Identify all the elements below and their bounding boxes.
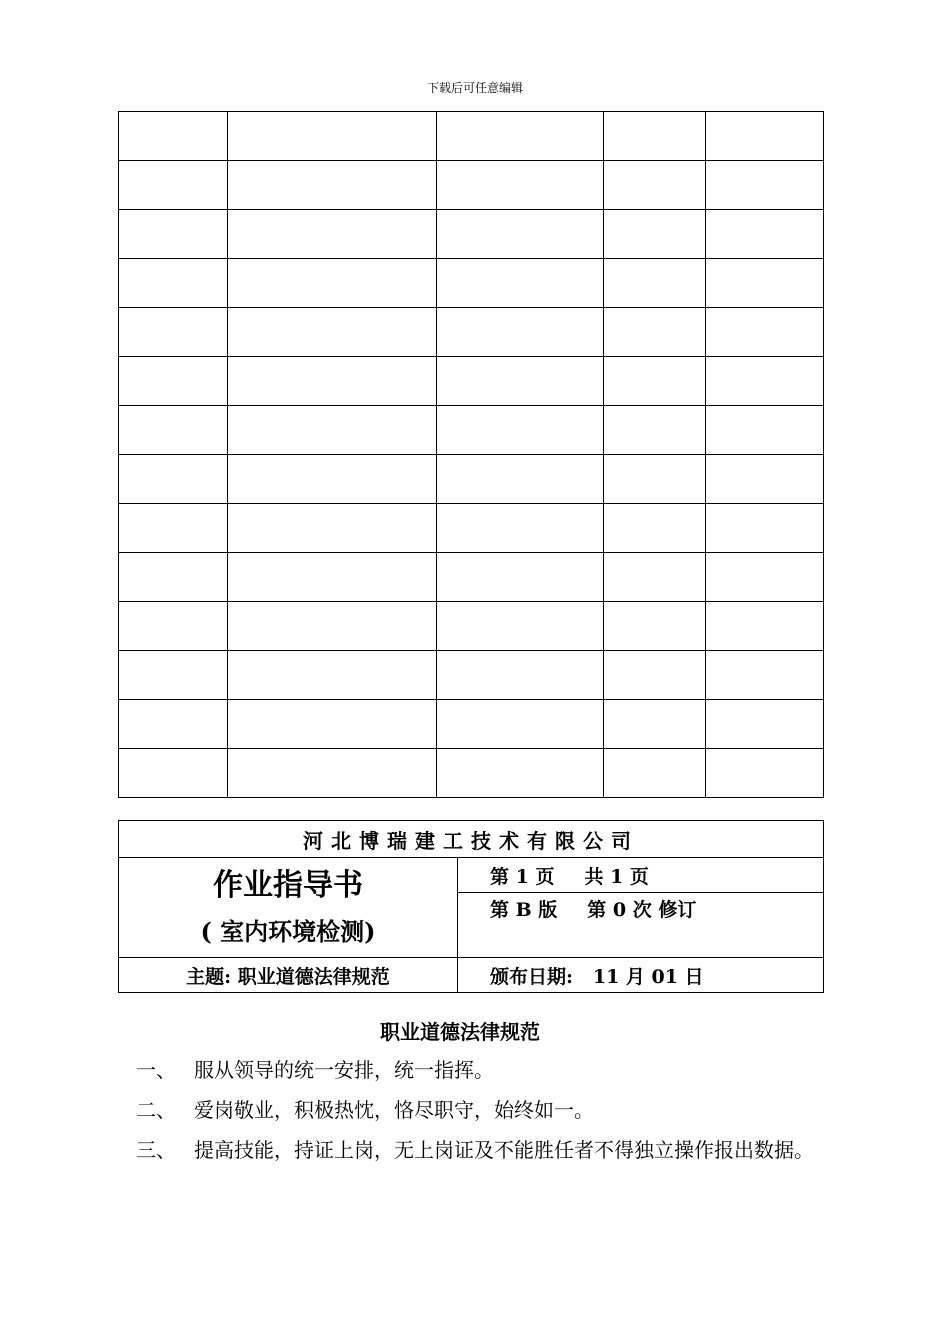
table-cell: [437, 700, 604, 749]
document-subtitle: ( 室内环境检测): [200, 916, 376, 946]
table-cell: [437, 406, 604, 455]
issue-date-label: 颁布日期:: [490, 965, 574, 988]
title-row: [119, 858, 824, 893]
list-item-text: 提高技能，持证上岗，无上岗证及不能胜任者不得独立操作报出数据。: [194, 1138, 814, 1162]
company-name: 河北博瑞建工技术有限公司: [119, 821, 824, 858]
table-cell: [437, 553, 604, 602]
table-row: [119, 308, 824, 357]
table-cell: [604, 308, 705, 357]
table-cell: [705, 700, 823, 749]
table-cell: [604, 259, 705, 308]
table-row: [119, 161, 824, 210]
table-cell: [119, 504, 228, 553]
table-cell: [228, 112, 437, 161]
table-cell: [705, 112, 823, 161]
table-cell: [119, 700, 228, 749]
table-cell: [119, 357, 228, 406]
document-title: 作业指导书: [213, 867, 363, 903]
table-cell: [437, 308, 604, 357]
table-cell: [228, 406, 437, 455]
table-cell: [705, 651, 823, 700]
table-row: [119, 749, 824, 798]
list-item-2: [136, 1090, 824, 1130]
table-row: [119, 651, 824, 700]
table-cell: [437, 651, 604, 700]
section-title: 职业道德法律规范: [380, 1020, 540, 1044]
table-row: [119, 504, 824, 553]
table-cell: [228, 749, 437, 798]
table-cell: [437, 161, 604, 210]
blank-grid-body: [119, 112, 824, 798]
table-cell: [604, 749, 705, 798]
table-cell: [604, 455, 705, 504]
table-cell: [119, 651, 228, 700]
table-cell: [228, 161, 437, 210]
issue-date-value: 11 月 01 日: [592, 965, 704, 988]
table-cell: [604, 406, 705, 455]
table-cell: [705, 504, 823, 553]
table-cell: [705, 553, 823, 602]
table-cell: [705, 406, 823, 455]
table-cell: [437, 112, 604, 161]
table-cell: [604, 651, 705, 700]
table-row: [119, 406, 824, 455]
company-row: [119, 821, 824, 858]
table-cell: [604, 504, 705, 553]
table-cell: [705, 161, 823, 210]
table-cell: [119, 749, 228, 798]
table-cell: [437, 455, 604, 504]
version: 第 B 版: [490, 899, 558, 921]
table-row: [119, 357, 824, 406]
table-row: [119, 553, 824, 602]
table-cell: [604, 553, 705, 602]
table-cell: [228, 308, 437, 357]
table-cell: [604, 602, 705, 651]
table-cell: [228, 357, 437, 406]
table-cell: [119, 308, 228, 357]
table-cell: [604, 112, 705, 161]
list-item-1: [136, 1050, 824, 1090]
table-row: [119, 700, 824, 749]
table-cell: [119, 161, 228, 210]
subject: 主题: 职业道德法律规范: [119, 958, 458, 993]
table-row: [119, 210, 824, 259]
table-row: [119, 602, 824, 651]
table-cell: [119, 210, 228, 259]
table-cell: [119, 406, 228, 455]
document-info-table: [118, 820, 824, 993]
table-cell: [705, 602, 823, 651]
table-cell: [705, 308, 823, 357]
document-title-cell: [119, 858, 458, 958]
page-info-cell: [458, 858, 824, 893]
table-cell: [437, 259, 604, 308]
table-cell: [119, 455, 228, 504]
list-item-3: [136, 1130, 824, 1170]
table-cell: [119, 259, 228, 308]
page-number: 第 1 页: [490, 865, 555, 888]
list-item-number: 一、: [136, 1058, 176, 1082]
table-cell: [604, 161, 705, 210]
table-cell: [705, 259, 823, 308]
table-cell: [437, 749, 604, 798]
list-item-text: 爱岗敬业，积极热忱，恪尽职守，始终如一。: [194, 1098, 594, 1122]
table-cell: [228, 553, 437, 602]
table-cell: [228, 210, 437, 259]
page-total: 共 1 页: [584, 865, 649, 888]
table-cell: [604, 357, 705, 406]
list-item-text: 服从领导的统一安排，统一指挥。: [194, 1058, 494, 1082]
table-cell: [705, 749, 823, 798]
header-note: 下载后可任意编辑: [426, 81, 523, 95]
table-cell: [604, 700, 705, 749]
table-cell: [119, 553, 228, 602]
table-row: [119, 112, 824, 161]
table-cell: [437, 504, 604, 553]
table-cell: [705, 210, 823, 259]
table-cell: [437, 602, 604, 651]
revision: 第 0 次 修订: [587, 899, 697, 921]
version-info-cell: [458, 893, 824, 958]
issue-date-cell: [458, 958, 824, 993]
table-cell: [705, 455, 823, 504]
table-cell: [228, 700, 437, 749]
table-cell: [228, 259, 437, 308]
list-item-number: 三、: [136, 1138, 176, 1162]
table-cell: [119, 112, 228, 161]
table-cell: [228, 455, 437, 504]
table-cell: [705, 357, 823, 406]
table-cell: [604, 210, 705, 259]
table-row: [119, 455, 824, 504]
table-row: [119, 259, 824, 308]
table-cell: [228, 651, 437, 700]
blank-grid-table: [118, 111, 824, 798]
subject-row: [119, 958, 824, 993]
list-item-number: 二、: [136, 1098, 176, 1122]
table-cell: [228, 504, 437, 553]
table-cell: [437, 357, 604, 406]
table-cell: [228, 602, 437, 651]
table-cell: [119, 602, 228, 651]
table-cell: [437, 210, 604, 259]
